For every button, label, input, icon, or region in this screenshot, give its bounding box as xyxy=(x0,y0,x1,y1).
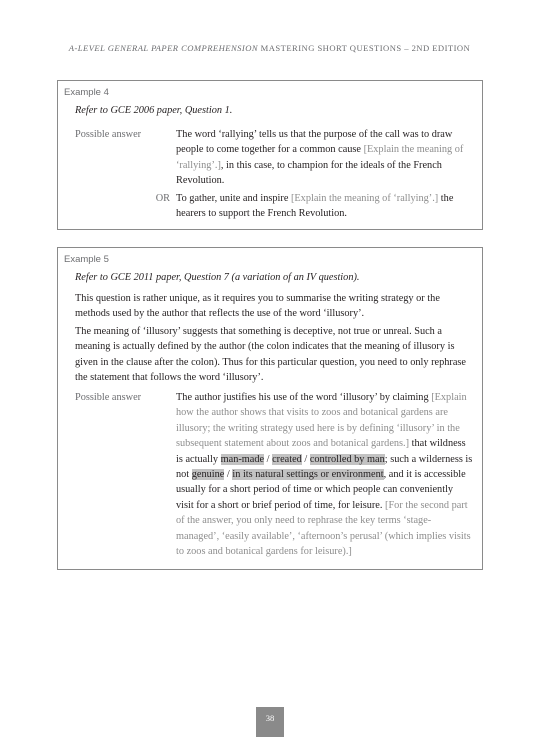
example-4-box xyxy=(57,80,483,230)
separator: / xyxy=(301,453,310,465)
answer-text: , in this case, to champion for the ideals of the French Revolution. xyxy=(176,159,442,187)
highlighted-term: created xyxy=(272,453,302,465)
answer-text: that wildness is actually xyxy=(176,438,466,465)
highlighted-term: controlled by man xyxy=(309,453,385,465)
answer-text: the hearers to support the French Revolution. xyxy=(176,193,454,220)
separator: / xyxy=(224,469,233,481)
answer-text: The author justifies his use of the word ‘illusory’ by claiming xyxy=(176,392,432,403)
answer-text: To gather, unite and inspire xyxy=(176,193,291,204)
answer-note: [For the second part of the answer, you only need to rephrase the key terms ‘stage-managed’, ‘easily available’, ‘afternoon’s perusal’ (which implies visits to zoos and botanical gardens for leisure).] xyxy=(176,499,471,558)
example-4-answer-1 xyxy=(176,127,471,189)
example-4-or-label: OR xyxy=(155,193,170,204)
highlighted-term: in its natural settings or environment xyxy=(232,469,384,481)
separator: / xyxy=(264,453,273,465)
answer-note: [Explain the meaning of ‘rallying’.] xyxy=(290,193,439,204)
example-5-reference: Refer to GCE 2011 paper, Question 7 (a variation of an IV question). xyxy=(75,272,360,283)
answer-text: ; such a wilderness is not xyxy=(176,453,473,481)
running-header xyxy=(0,43,539,53)
answer-note: [Explain the meaning of ‘rallying’.] xyxy=(176,144,464,171)
example-5-possible-answer-label: Possible answer xyxy=(75,392,142,403)
header-edition: – 2ND EDITION xyxy=(404,43,471,53)
highlighted-term: genuine xyxy=(191,469,225,481)
example-4-answer-2 xyxy=(176,191,471,222)
answer-note: [Explain how the author shows that visits to zoos and botanical gardens are illusory; the writing strategy used here is by defining ‘illusory’ in the subsequent statement about zoos and botanical gardens.] xyxy=(176,392,467,450)
example-5-title: Example 5 xyxy=(64,254,109,265)
highlighted-term: man-made xyxy=(220,453,265,465)
answer-text: The word ‘rallying’ tells us that the purpose of the call was to draw people to come together for a common cause xyxy=(176,129,453,156)
example-4-title: Example 4 xyxy=(64,87,109,98)
header-book-title: MASTERING SHORT QUESTIONS xyxy=(260,43,402,53)
example-5-answer xyxy=(176,390,473,559)
example-4-reference: Refer to GCE 2006 paper, Question 1. xyxy=(75,105,233,116)
answer-text: , and it is accessible usually for a short period of time or which people can conveniently visit for a short or brief period of time, for leisure. xyxy=(176,469,466,511)
example-5-box xyxy=(57,247,483,570)
example-5-paragraph-1: This question is rather unique, as it requires you to summarise the writing strategy or the methods used by the author that reflects the use of the word ‘illusory’. xyxy=(75,293,440,320)
page-number: 38 xyxy=(265,713,275,723)
header-series-title: A-LEVEL GENERAL PAPER COMPREHENSION xyxy=(68,43,259,53)
page-number-tab xyxy=(256,707,284,737)
example-4-possible-answer-label: Possible answer xyxy=(75,129,142,140)
example-5-paragraph-2: The meaning of ‘illusory’ suggests that something is deceptive, not true or unreal. Such a meaning is actually defined by the author (the colon indicates that the meaning of illusory is given in the clause after the colon). Thus for this particular question, you need to only rephrase the statement that follows the word ‘illusory’. xyxy=(75,326,466,384)
